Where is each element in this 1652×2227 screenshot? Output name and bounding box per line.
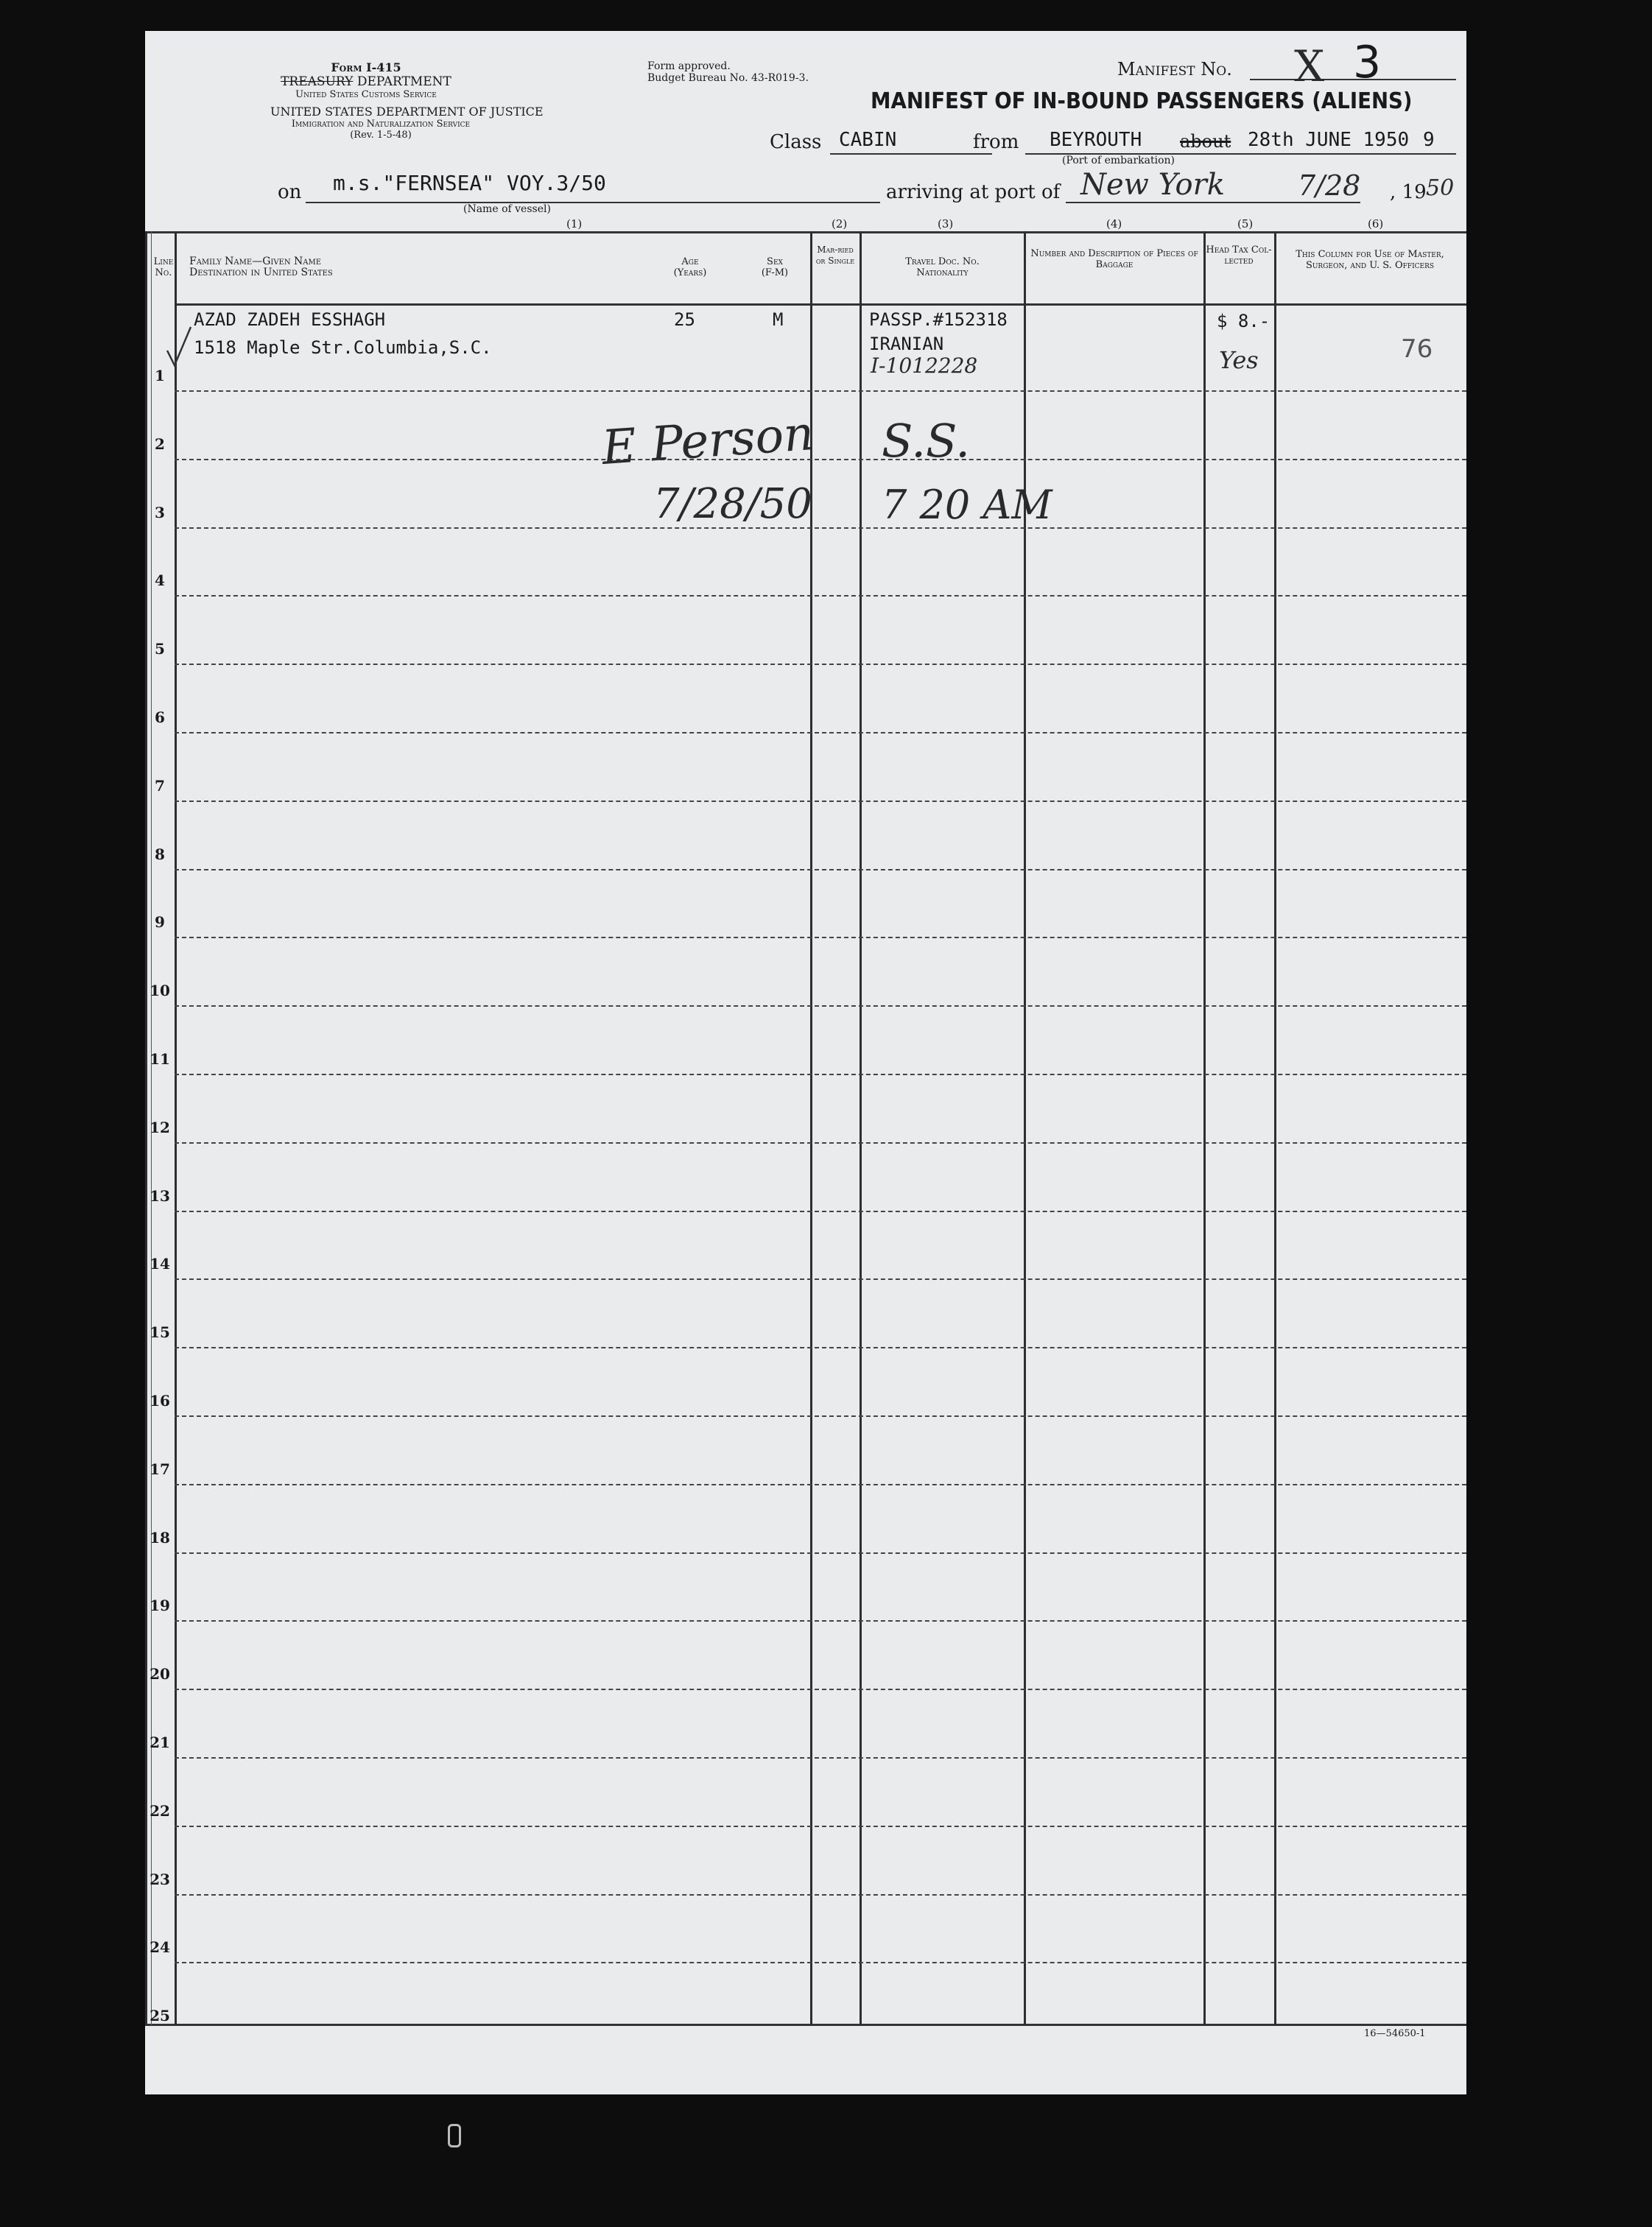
row-number: 8 (155, 845, 165, 863)
row-number: 13 (150, 1186, 170, 1205)
col-number: (3) (938, 217, 954, 231)
row-line (175, 1962, 1466, 1963)
row-number: 7 (155, 776, 165, 795)
department: DEPARTMENT (356, 74, 451, 89)
col-number: (6) (1368, 217, 1384, 231)
row-line (175, 1894, 1466, 1896)
header-sex (749, 256, 801, 278)
manifest-page (145, 31, 1466, 2094)
officer-number: 76 (1401, 334, 1433, 364)
passenger-doc-handwritten: I-1012228 (871, 353, 978, 378)
page-title: MANIFEST OF IN-BOUND PASSENGERS (ALIENS) (871, 88, 1413, 114)
vessel-caption: (Name of vessel) (463, 203, 551, 215)
table-top-border (145, 231, 1466, 233)
row-number: 3 (155, 503, 165, 521)
row-number: 1 (155, 367, 165, 384)
passenger-age: 25 (674, 309, 695, 330)
film-mark (448, 2124, 461, 2147)
from-label: from (973, 131, 1019, 153)
row-line (175, 664, 1466, 665)
manifest-mark: X (1294, 41, 1325, 91)
justice-block (270, 105, 544, 141)
passenger-name: AZAD ZADEH ESSHAGH (194, 309, 386, 330)
form-approved: Form approved. (647, 60, 731, 72)
header-travel-doc-label: Travel Doc. No. (905, 256, 980, 267)
row-line (175, 1074, 1466, 1075)
header-age-unit: (Years) (673, 267, 707, 278)
row-line (175, 1826, 1466, 1827)
row-number: 18 (150, 1528, 170, 1547)
approval-block (647, 60, 809, 84)
class-label: Class (770, 131, 822, 153)
arrival-line (1066, 202, 1360, 203)
header-baggage: Number and Description of Pieces of Baggage (1030, 248, 1198, 270)
inspection-date: 7/28/50 (653, 480, 812, 528)
row-number: 10 (150, 982, 170, 1000)
agency-block (248, 60, 484, 100)
line-no-divider (175, 231, 177, 2025)
row-line (175, 937, 1466, 938)
customs-service: United States Customs Service (295, 89, 437, 100)
inspection-time: 7 20 AM (882, 482, 1052, 528)
justice-dept: UNITED STATES DEPARTMENT OF JUSTICE (270, 105, 544, 119)
row-number: 19 (150, 1597, 170, 1615)
row-line (175, 1552, 1466, 1554)
header-line-no: Line No. (153, 256, 174, 278)
row-line (175, 1211, 1466, 1212)
year-suffix: 50 (1426, 175, 1455, 201)
header-bottom-border (175, 303, 1466, 306)
inspector-signature: E Person (600, 407, 816, 476)
header-travel-doc (863, 256, 1022, 278)
checkmark-icon (166, 324, 192, 368)
row-number: 2 (155, 435, 165, 453)
row-line (175, 1484, 1466, 1485)
row-number: 5 (155, 640, 165, 658)
row-number: 12 (150, 1118, 170, 1136)
department-line (248, 74, 484, 89)
passenger-destination: 1518 Maple Str.Columbia,S.C. (194, 337, 492, 358)
row-number: 17 (150, 1460, 170, 1478)
arrival-date: 7/28 (1298, 169, 1361, 202)
header-name (189, 256, 333, 278)
row-line (175, 390, 1466, 392)
col-number: (1) (566, 217, 583, 231)
row-number: 22 (150, 1801, 170, 1820)
port-embarkation-caption: (Port of embarkation) (1062, 155, 1175, 166)
header-family-name: Family Name—Given Name (189, 256, 322, 267)
header-nationality: Nationality (916, 267, 969, 278)
header-age-label: Age (681, 256, 699, 267)
revision: (Rev. 1-5-48) (350, 130, 412, 141)
row-number: 16 (150, 1392, 170, 1410)
manifest-number: 3 (1353, 37, 1382, 88)
class-value: CABIN (839, 129, 897, 151)
passenger-nationality: IRANIAN (869, 334, 944, 354)
year-prefix: , 19 (1390, 181, 1427, 203)
baggage-divider (1203, 231, 1206, 2025)
form-number: Form I-415 (331, 60, 401, 74)
header-sex-unit: (F-M) (761, 267, 789, 278)
row-line (175, 732, 1466, 733)
row-number: 23 (150, 1870, 170, 1888)
passenger-doc: PASSP.#152318 (869, 309, 1008, 330)
row-line (175, 1689, 1466, 1690)
header-married: Mar-ried or Single (815, 244, 855, 266)
table-bottom-border (145, 2024, 1466, 2026)
row-number: 4 (155, 571, 165, 590)
header-officers: This Column for Use of Master, Surgeon, and U. S. Officers (1296, 249, 1444, 271)
row-number: 6 (155, 708, 165, 726)
vessel-line (306, 202, 880, 203)
date-correction: 9 (1423, 129, 1435, 151)
class-line (830, 153, 992, 155)
header-sex-label: Sex (767, 256, 783, 267)
row-line (175, 801, 1466, 802)
row-line (175, 1142, 1466, 1144)
row-number: 25 (150, 2007, 170, 2025)
row-number: 20 (150, 1665, 170, 1684)
row-line (175, 1757, 1466, 1759)
struck-department: TREASURY (281, 74, 354, 89)
inspector-initials: S.S. (882, 414, 970, 468)
vessel-name: m.s."FERNSEA" VOY.3/50 (333, 171, 606, 195)
row-line (175, 595, 1466, 597)
ins: Immigration and Naturalization Service (291, 119, 471, 130)
from-value: BEYROUTH (1050, 129, 1142, 151)
arriving-label: arriving at port of (886, 181, 1061, 203)
row-line (175, 459, 1466, 460)
header-age (661, 256, 720, 278)
header-destination: Destination in United States (189, 267, 333, 278)
arrival-port: New York (1080, 168, 1225, 202)
col-number: (4) (1106, 217, 1122, 231)
row-number: 9 (155, 913, 165, 932)
manifest-no-label: Manifest No. (1117, 59, 1232, 80)
col-number: (2) (832, 217, 848, 231)
row-line (175, 1278, 1466, 1280)
row-number: 15 (150, 1323, 170, 1342)
passenger-sex: M (773, 309, 784, 330)
row-number: 24 (150, 1938, 170, 1957)
row-line (175, 527, 1466, 529)
about-struck: about (1180, 131, 1231, 152)
footer-code: 16—54650-1 (1364, 2028, 1426, 2039)
sailing-date: 28th JUNE 1950 (1248, 129, 1410, 151)
on-label: on (278, 181, 302, 203)
col-number: (5) (1237, 217, 1254, 231)
row-line (175, 1005, 1466, 1007)
tax-divider (1274, 231, 1276, 2025)
budget-bureau: Budget Bureau No. 43-R019-3. (647, 72, 809, 84)
row-line (175, 1347, 1466, 1348)
row-line (175, 869, 1466, 870)
head-tax-yes: Yes (1219, 346, 1259, 374)
row-number: 21 (150, 1734, 170, 1751)
head-tax-amount: $ 8.- (1217, 311, 1270, 331)
row-number: 11 (150, 1050, 170, 1068)
header-head-tax: Head Tax Col-lected (1206, 244, 1272, 267)
married-divider (860, 231, 862, 2025)
row-line (175, 1415, 1466, 1417)
row-line (175, 1620, 1466, 1622)
row-number: 14 (150, 1255, 170, 1273)
